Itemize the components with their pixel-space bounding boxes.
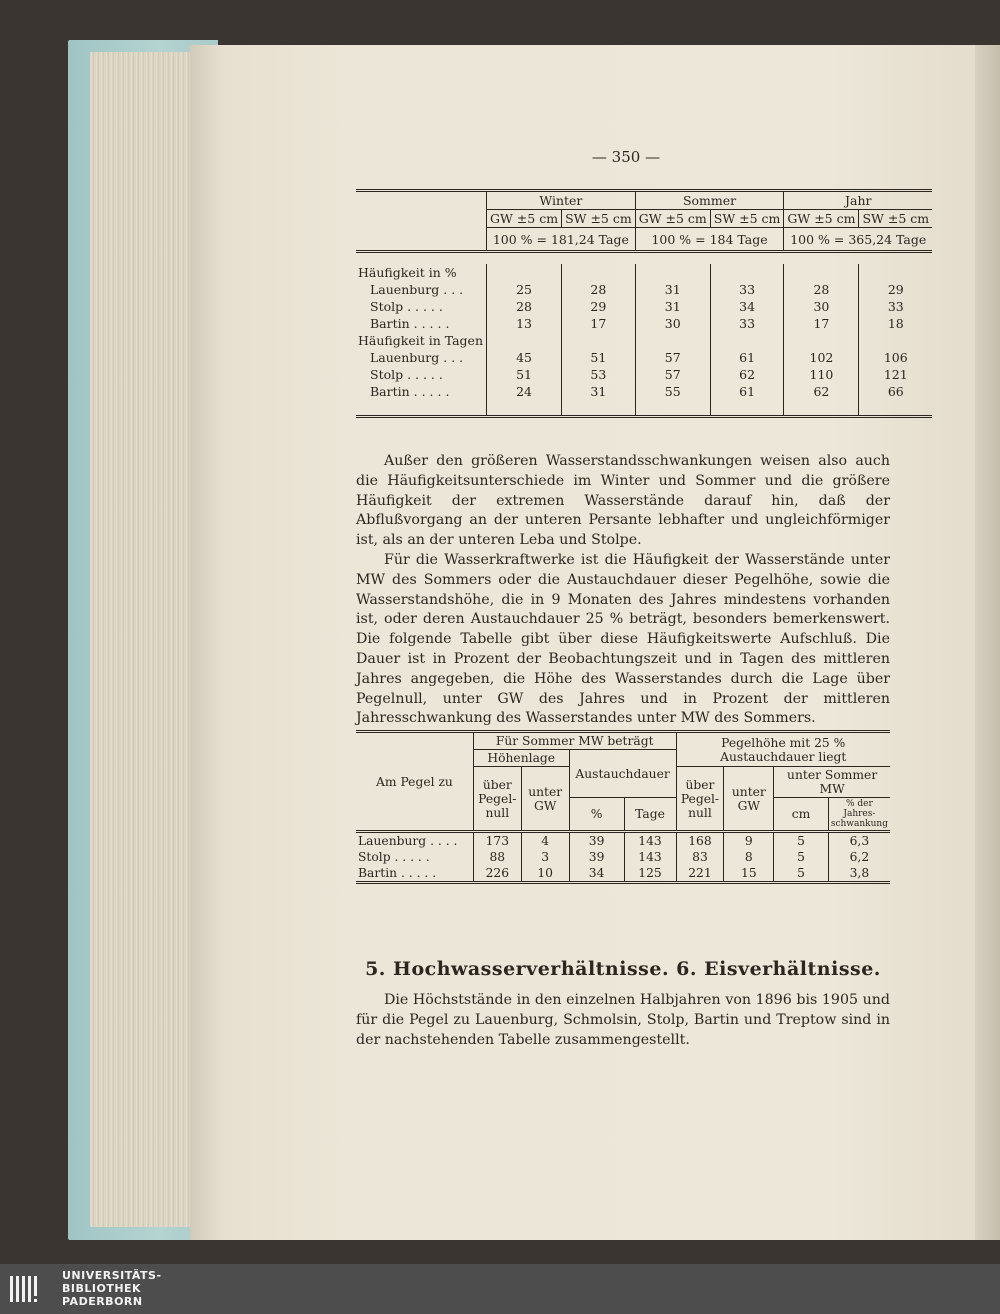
col-group-pegelhoehe: Pegelhöhe mit 25 % Austauchdauer liegt [676, 732, 890, 767]
library-name-line: PADERBORN [62, 1295, 143, 1308]
next-page-edge [975, 45, 1000, 1240]
frequency-table [356, 189, 932, 418]
duration-jahr: 100 % = 365,24 Tage [784, 228, 932, 252]
section-label: Häufigkeit in Tagen [358, 332, 483, 348]
section-heading: 5. Hochwasserverhältnisse. 6. Eisverhältnisse. [365, 958, 881, 980]
subheader: SW ±5 cm [710, 210, 784, 228]
subheader: SW ±5 cm [859, 210, 932, 228]
table-row: Bartin . . . . . 13 17 30 33 17 18 [356, 315, 932, 332]
table-row: Lauenburg . . . . 173 4 39 143 168 9 5 6,3 [356, 832, 890, 850]
sub-austauchdauer: Austauchdauer [569, 750, 676, 798]
body-text [356, 990, 890, 1050]
library-logo-icon [8, 1272, 52, 1306]
austauchdauer-table: Am Pegel zu Für Sommer MW beträgt Pegelhöhe mit 25 % Austauchdauer liegt Höhenlage Austauchdauer über Pegel-null unter GW über Pegel-null unter GW unter Sommer MW % Tage cm % der Jahres-schwankung Lauenburg . . . . 173 4 39 143 168 9 5 6,3 Stolp . . . . . 88 3 39 143 83 8 5 6,2 Bartin . . . . . 226 10 34 125 221 15 5 3,8 [356, 730, 890, 884]
duration-sommer: 100 % = 184 Tage [635, 228, 784, 252]
col-group-winter: Winter [487, 191, 636, 210]
table-row: Stolp . . . . . 51 53 57 62 110 121 [356, 366, 932, 383]
section-label: Häufigkeit in % [358, 264, 457, 280]
row-header: Am Pegel zu [376, 774, 453, 789]
library-footer [0, 1264, 1000, 1314]
duration-winter: 100 % = 181,24 Tage [487, 228, 636, 252]
table-row: Lauenburg . . . 45 51 57 61 102 106 [356, 349, 932, 366]
table-row: Stolp . . . . . 28 29 31 34 30 33 [356, 298, 932, 315]
subheader: GW ±5 cm [784, 210, 859, 228]
library-name-line: UNIVERSITÄTS- [62, 1269, 162, 1282]
body-text [356, 452, 890, 729]
subheader: SW ±5 cm [562, 210, 636, 228]
table-row: Lauenburg . . . 25 28 31 33 28 29 [356, 281, 932, 298]
paragraph: Außer den größeren Wasserstandsschwankungen weisen also auch die Häufigkeitsunterschiede im Winter und Sommer und die größere Häufigkeit der extremen Wasserstände darauf hin, daß der Abflußvorgang an der unteren Persante lebhafter und ungleichförmiger ist, als an der unteren Leba und Stolpe. [356, 453, 890, 549]
table-row: Bartin . . . . . 226 10 34 125 221 15 5 3,8 [356, 865, 890, 883]
col-group-sommer: Sommer [635, 191, 784, 210]
paragraph: Die Höchststände in den einzelnen Halbjahren von 1896 bis 1905 und für die Pegel zu Lauenburg, Schmolsin, Stolp, Bartin und Treptow sind in der nachstehenden Tabelle zusammengestellt. [356, 992, 890, 1048]
sub-unter-sommer-mw: unter Sommer MW [774, 767, 890, 798]
subheader: GW ±5 cm [635, 210, 710, 228]
table-row: Stolp . . . . . 88 3 39 143 83 8 5 6,2 [356, 849, 890, 865]
subheader: GW ±5 cm [487, 210, 562, 228]
paragraph: Für die Wasserkraftwerke ist die Häufigkeit der Wasserstände unter MW des Sommers oder die Austauchdauer dieser Pegelhöhe, sowie die Wasserstandshöhe, die in 9 Monaten des Jahres mindestens vorhanden ist, oder deren Austauchdauer 25 % beträgt, besonders bemerkenswert. Die folgende Tabelle gibt über diese Häufigkeitswerte Aufschluß. Die Dauer ist in Prozent der Beobachtungszeit und in Tagen des mittleren Jahres angegeben, die Höhe des Wasserstandes durch die Lage über Pegelnull, unter GW des Jahres und in Prozent der mittleren Jahresschwankung des Wasserstandes unter MW des Sommers. [356, 551, 890, 727]
library-name-line: BIBLIOTHEK [62, 1282, 142, 1295]
table-row: Bartin . . . . . 24 31 55 61 62 66 [356, 383, 932, 400]
sub-hoehenlage: Höhenlage [473, 750, 569, 767]
col-group-jahr: Jahr [784, 191, 932, 210]
page-number: — 350 — [591, 148, 661, 166]
col-group-sommer-mw: Für Sommer MW beträgt [473, 732, 676, 750]
